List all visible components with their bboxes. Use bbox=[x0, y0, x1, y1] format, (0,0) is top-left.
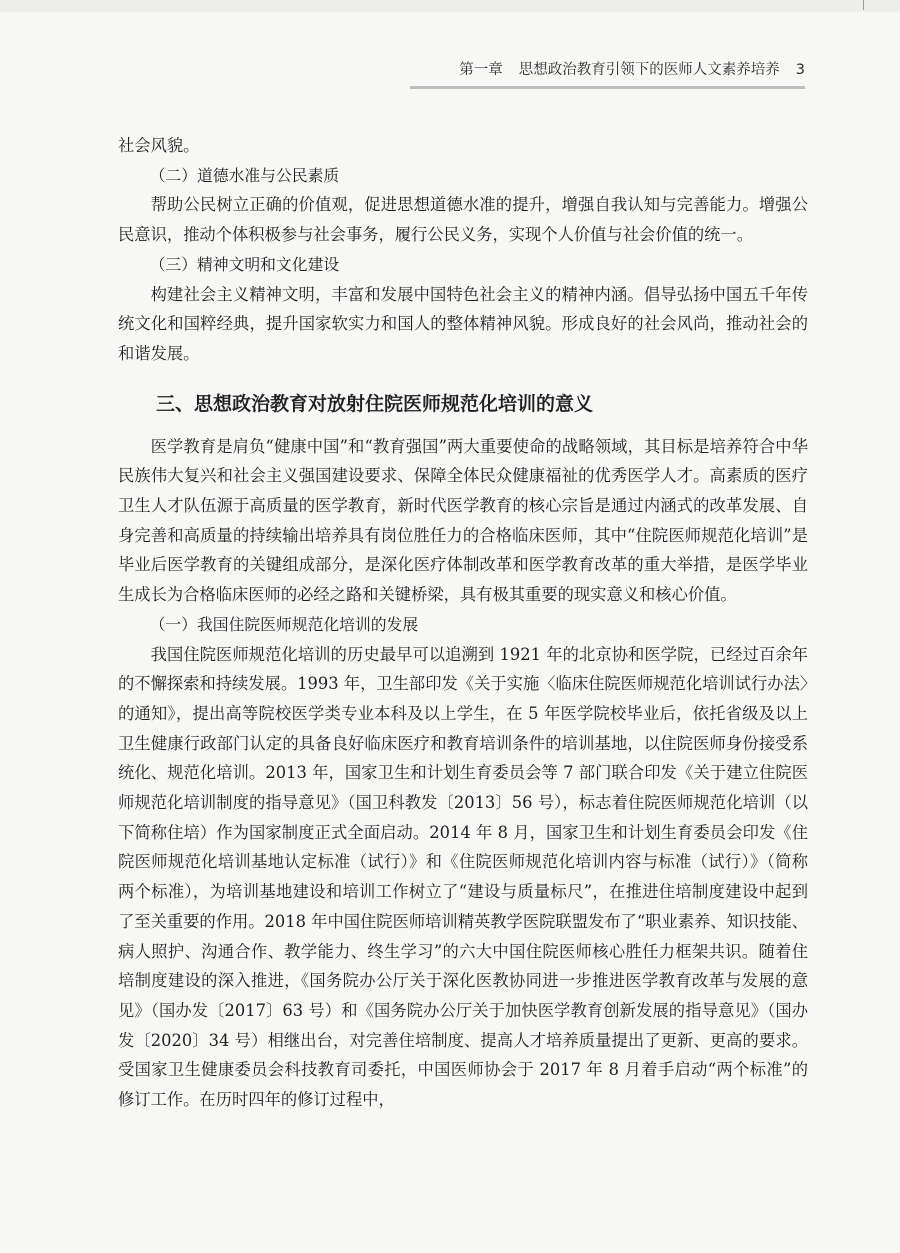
paragraph-spiritual-civilization: 构建社会主义精神文明，丰富和发展中国特色社会主义的精神内涵。倡导弘扬中国五千年传统文化和国粹经典，提升国家软实力和国人的整体精神风貌。形成良好的社会风尚，推动社会的和谐发展。 bbox=[118, 284, 808, 363]
running-header bbox=[410, 58, 805, 82]
paragraph-moral-standards: 帮助公民树立正确的价值观，促进思想道德水准的提升，增强自我认知与完善能力。增强公民意识，推动个体积极参与社会事务，履行公民义务，实现个人价值与社会价值的统一。 bbox=[118, 195, 808, 245]
subsection-heading-2: （二）道德水准与公民素质 bbox=[149, 165, 340, 185]
crop-mark bbox=[863, 0, 864, 10]
subsection-heading-3: （三）精神文明和文化建设 bbox=[149, 254, 340, 274]
continuation-paragraph: 社会风貌。 bbox=[118, 136, 200, 155]
paragraph-section3-intro: 医学教育是肩负“健康中国”和“教育强国”两大重要使命的战略领域，其目标是培养符合中华民族伟大复兴和社会主义强国建设要求、保障全体民众健康福祉的优秀医学人才。高素质的医疗卫生人才队伍源于高质量的医学教育，新时代医学教育的核心宗旨是通过内涵式的改革发展、自身完善和高质量的持续输出培养具有岗位胜任力的合格临床医师，其中“住院医师规范化培训”是毕业后医学教育的关键组成部分，是深化医疗体制改革和医学教育改革的重大举措，是医学毕业生成长为合格临床医师的必经之路和关键桥梁，具有极其重要的现实意义和核心价值。 bbox=[118, 436, 808, 605]
section-heading-3: 三、思想政治教育对放射住院医师规范化培训的意义 bbox=[156, 392, 594, 415]
subsection-heading-3-1: （一）我国住院医师规范化培训的发展 bbox=[149, 614, 419, 634]
paragraph-residency-history: 我国住院医师规范化培训的历史最早可以追溯到 1921 年的北京协和医学院，已经过百余年的不懈探索和持续发展。1993 年，卫生部印发《关于实施〈临床住院医师规范化培训试行办法〉的通知》，提出高等院校医学类专业本科及以上学生，在 5 年医学院校毕业后，依托省级及以上卫生健康行政部门认定的具备良好临床医疗和教育培训条件的培训基地，以住院医师身份接受系统化、规范化培训。2013 年，国家卫生和计划生育委员会等 7 部门联合印发《关于建立住院医师规范化培训制度的指导意见》（国卫科教发〔2013〕56 号），标志着住院医师规范化培训（以下简称住培）作为国家制度正式全面启动。2014 年 8 月，国家卫生和计划生育委员会印发《住院医师规范化培训基地认定标准（试行）》和《住院医师规范化培训内容与标准（试行）》（简称两个标准），为培训基地建设和培训工作树立了“建设与质量标尺”，在推进住培制度建设中起到了至关重要的作用。2018 年中国住院医师培训精英教学医院联盟发布了“职业素养、知识技能、病人照护、沟通合作、教学能力、终生学习”的六大中国住院医师核心胜任力框架共识。随着住培制度建设的深入推进，《国务院办公厅关于深化医教协同进一步推进医学教育改革与发展的意见》（国办发〔2017〕63 号）和《国务院办公厅关于加快医学教育创新发展的指导意见》（国办发〔2020〕34 号）相继出台，对完善住培制度、提高人才培养质量提出了更新、更高的要求。受国家卫生健康委员会科技教育司委托，中国医师协会于 2017 年 8 月着手启动“两个标准”的修订工作。在历时四年的修订过程中， bbox=[118, 644, 808, 1110]
running-title: 思想政治教育引领下的医师人文素养培养 bbox=[518, 62, 780, 78]
page-body bbox=[118, 131, 808, 1115]
top-edge-band bbox=[0, 0, 900, 12]
chapter-label: 第一章 bbox=[459, 62, 503, 78]
page-number: 3 bbox=[795, 62, 805, 78]
header-rule bbox=[410, 86, 805, 89]
